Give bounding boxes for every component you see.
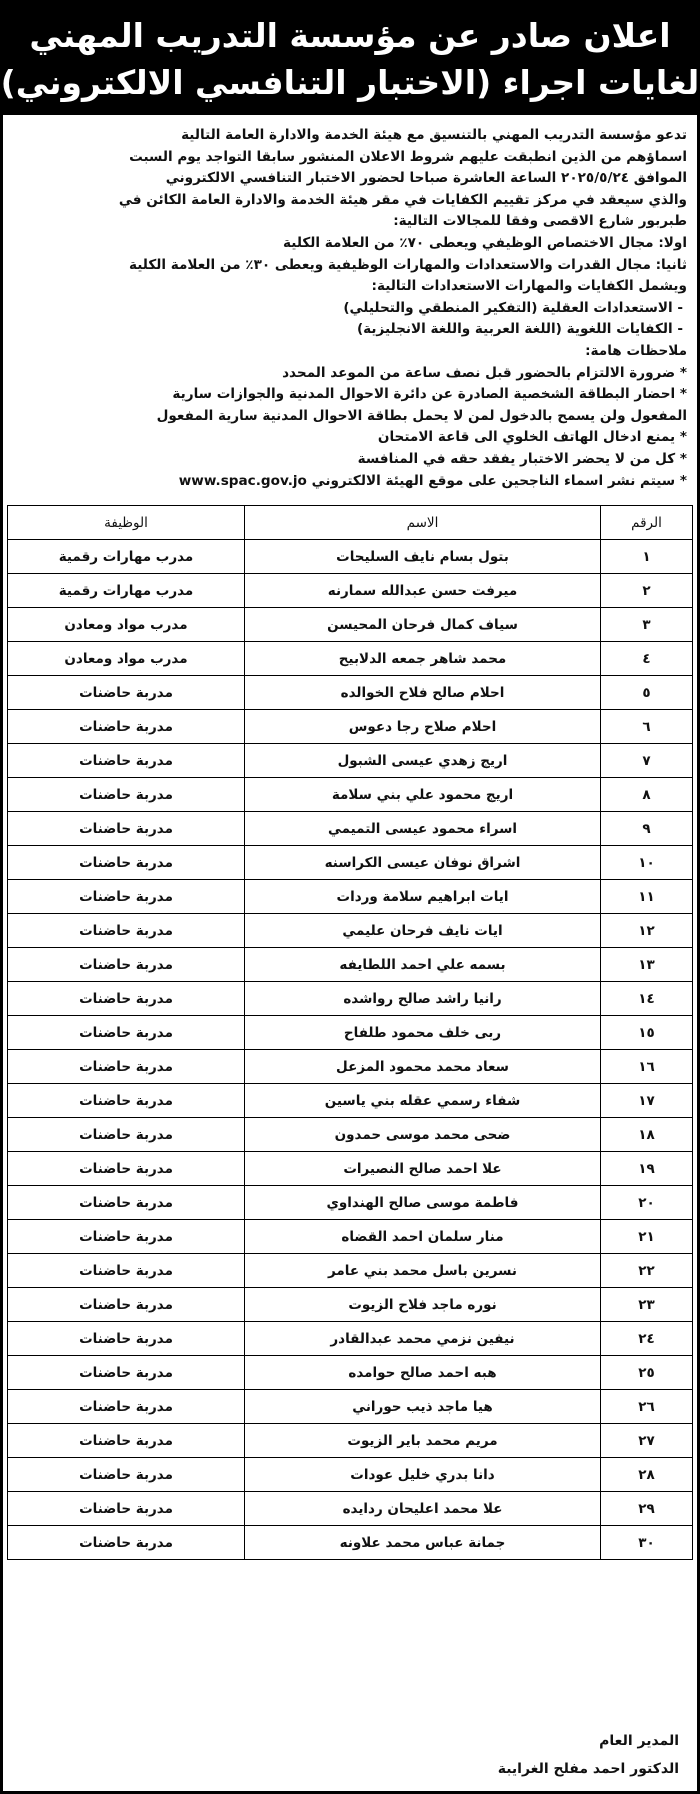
table-row bbox=[8, 1322, 693, 1356]
table-row bbox=[8, 1152, 693, 1186]
candidate-name: اريج محمود علي بني سلامة bbox=[245, 778, 601, 812]
table-row bbox=[8, 982, 693, 1016]
candidate-name: شفاء رسمي عقله بني ياسين bbox=[245, 1084, 601, 1118]
table-row bbox=[8, 676, 693, 710]
table-header-row bbox=[8, 506, 693, 540]
candidate-job: مدربة حاضنات bbox=[8, 846, 245, 880]
table-row bbox=[8, 1050, 693, 1084]
table-row bbox=[8, 1254, 693, 1288]
candidate-name: اريج زهدي عيسى الشبول bbox=[245, 744, 601, 778]
signature-block bbox=[498, 1727, 679, 1783]
candidate-name: اسراء محمود عيسى التميمي bbox=[245, 812, 601, 846]
intro-line: والذي سيعقد في مركز تقييم الكفايات في مقر هيئة الخدمة والادارة العامة الكائن في bbox=[118, 191, 687, 208]
row-number: ١٧ bbox=[601, 1084, 693, 1118]
table-row bbox=[8, 1220, 693, 1254]
candidate-job: مدربة حاضنات bbox=[8, 1288, 245, 1322]
notes-title: ملاحظات هامة: bbox=[585, 342, 687, 359]
table-row bbox=[8, 1084, 693, 1118]
table-row bbox=[8, 540, 693, 574]
row-number: ٢٢ bbox=[601, 1254, 693, 1288]
note-item: * كل من لا يحضر الاختبار يفقد حقه في المنافسة bbox=[357, 450, 687, 467]
table-row bbox=[8, 710, 693, 744]
candidate-job: مدربة حاضنات bbox=[8, 880, 245, 914]
table-row bbox=[8, 948, 693, 982]
row-number: ١ bbox=[601, 540, 693, 574]
candidate-job: مدربة حاضنات bbox=[8, 1220, 245, 1254]
table-row bbox=[8, 1016, 693, 1050]
table-row bbox=[8, 778, 693, 812]
candidate-job: مدربة حاضنات bbox=[8, 1526, 245, 1560]
intro-line: طبربور شارع الاقصى وفقا للمجالات التالية: bbox=[393, 213, 687, 230]
table-row bbox=[8, 1118, 693, 1152]
candidate-name: علا محمد اعليحان ردايده bbox=[245, 1492, 601, 1526]
domain-second-cont: ويشمل الكفايات والمهارات الاستعدادات التالية: bbox=[371, 278, 687, 295]
table-row bbox=[8, 642, 693, 676]
note-item: المفعول ولن يسمح بالدخول لمن لا يحمل بطاقة الاحوال المدنية سارية المفعول bbox=[156, 407, 687, 424]
header-title-line-2: لغايات اجراء (الاختبار التنافسي الالكتروني) bbox=[0, 63, 700, 102]
note-item: * ضرورة الالتزام بالحضور قبل نصف ساعة من الموعد المحدد bbox=[282, 364, 687, 381]
row-number: ٢٥ bbox=[601, 1356, 693, 1390]
intro-line: الموافق ٢٠٢٥/٥/٢٤ الساعة العاشرة صباحا لحضور الاختبار التنافسي الالكتروني bbox=[165, 170, 687, 187]
table-row bbox=[8, 608, 693, 642]
table-row bbox=[8, 812, 693, 846]
domain-second: ثانيا: مجال القدرات والاستعدادات والمهارات الوظيفية ويعطى ٣٠٪ من العلامة الكلية bbox=[129, 256, 687, 273]
row-number: ٦ bbox=[601, 710, 693, 744]
header-title-line-1: اعلان صادر عن مؤسسة التدريب المهني bbox=[29, 16, 671, 55]
column-header-job: الوظيفة bbox=[8, 506, 245, 540]
candidate-name: اشراق نوفان عيسى الكراسنه bbox=[245, 846, 601, 880]
row-number: ٨ bbox=[601, 778, 693, 812]
candidate-name: محمد شاهر جمعه الدلابيح bbox=[245, 642, 601, 676]
table-row bbox=[8, 914, 693, 948]
row-number: ١٤ bbox=[601, 982, 693, 1016]
candidate-job: مدرب مواد ومعادن bbox=[8, 642, 245, 676]
row-number: ٩ bbox=[601, 812, 693, 846]
column-header-name: الاسم bbox=[245, 506, 601, 540]
candidate-name: نسرين باسل محمد بني عامر bbox=[245, 1254, 601, 1288]
signatory-name: الدكتور احمد مفلح الغرايبة bbox=[497, 1761, 679, 1777]
candidate-name: بتول بسام نايف السليحات bbox=[245, 540, 601, 574]
candidate-name: نيفين نزمي محمد عبدالقادر bbox=[245, 1322, 601, 1356]
candidate-job: مدربة حاضنات bbox=[8, 1356, 245, 1390]
table-row bbox=[8, 880, 693, 914]
candidate-job: مدرب مواد ومعادن bbox=[8, 608, 245, 642]
candidate-name: ضحى محمد موسى حمدون bbox=[245, 1118, 601, 1152]
candidate-name: سياف كمال فرحان المحيسن bbox=[245, 608, 601, 642]
candidate-job: مدربة حاضنات bbox=[8, 948, 245, 982]
row-number: ١٦ bbox=[601, 1050, 693, 1084]
row-number: ٢٠ bbox=[601, 1186, 693, 1220]
candidate-name: ميرفت حسن عبدالله سمارنه bbox=[245, 574, 601, 608]
candidate-name: دانا بدري خليل عودات bbox=[245, 1458, 601, 1492]
row-number: ٢٩ bbox=[601, 1492, 693, 1526]
candidate-job: مدربة حاضنات bbox=[8, 1084, 245, 1118]
signatory-title: المدير العام bbox=[599, 1733, 679, 1749]
candidate-name: ايات نايف فرحان عليمي bbox=[245, 914, 601, 948]
table-row bbox=[8, 1356, 693, 1390]
table-row bbox=[8, 1186, 693, 1220]
table-row bbox=[8, 1288, 693, 1322]
candidate-job: مدربة حاضنات bbox=[8, 1186, 245, 1220]
candidate-name: سعاد محمد محمود المزعل bbox=[245, 1050, 601, 1084]
announcement-header bbox=[0, 3, 700, 115]
row-number: ١٣ bbox=[601, 948, 693, 982]
candidate-name: رانيا راشد صالح رواشده bbox=[245, 982, 601, 1016]
candidate-name: ربى خلف محمود طلفاح bbox=[245, 1016, 601, 1050]
candidate-job: مدربة حاضنات bbox=[8, 1016, 245, 1050]
candidate-name: جمانة عباس محمد علاونه bbox=[245, 1526, 601, 1560]
candidate-job: مدربة حاضنات bbox=[8, 744, 245, 778]
row-number: ٢٨ bbox=[601, 1458, 693, 1492]
candidate-job: مدربة حاضنات bbox=[8, 812, 245, 846]
row-number: ٢٤ bbox=[601, 1322, 693, 1356]
candidate-name: ايات ابراهيم سلامة وردات bbox=[245, 880, 601, 914]
candidate-name: علا احمد صالح النصيرات bbox=[245, 1152, 601, 1186]
row-number: ٢٧ bbox=[601, 1424, 693, 1458]
row-number: ٧ bbox=[601, 744, 693, 778]
candidate-job: مدربة حاضنات bbox=[8, 1322, 245, 1356]
row-number: ٣٠ bbox=[601, 1526, 693, 1560]
row-number: ٢١ bbox=[601, 1220, 693, 1254]
table-body bbox=[8, 540, 693, 1560]
row-number: ١٢ bbox=[601, 914, 693, 948]
candidate-job: مدرب مهارات رقمية bbox=[8, 540, 245, 574]
candidate-name: احلام صلاح رجا دعوس bbox=[245, 710, 601, 744]
table-row bbox=[8, 1492, 693, 1526]
website-link[interactable]: www.spac.gov.jo bbox=[178, 472, 307, 489]
aptitude-item: - الاستعدادات العقلية (التفكير المنطقي والتحليلي) bbox=[343, 299, 683, 316]
row-number: ١٩ bbox=[601, 1152, 693, 1186]
row-number: ٤ bbox=[601, 642, 693, 676]
candidate-job: مدربة حاضنات bbox=[8, 982, 245, 1016]
domain-first: اولا: مجال الاختصاص الوظيفي ويعطى ٧٠٪ من العلامة الكلية bbox=[283, 234, 687, 251]
row-number: ١١ bbox=[601, 880, 693, 914]
table-row bbox=[8, 1390, 693, 1424]
candidate-job: مدربة حاضنات bbox=[8, 676, 245, 710]
candidate-job: مدربة حاضنات bbox=[8, 1390, 245, 1424]
candidate-job: مدربة حاضنات bbox=[8, 1050, 245, 1084]
row-number: ١٠ bbox=[601, 846, 693, 880]
intro-line: اسماؤهم من الذين انطبقت عليهم شروط الاعلان المنشور سابقا التواجد يوم السبت bbox=[129, 148, 687, 165]
candidates-table bbox=[7, 505, 693, 1560]
intro-line: تدعو مؤسسة التدريب المهني بالتنسيق مع هيئة الخدمة والادارة العامة التالية bbox=[181, 127, 687, 143]
candidate-job: مدرب مهارات رقمية bbox=[8, 574, 245, 608]
table-row bbox=[8, 846, 693, 880]
table-row bbox=[8, 1424, 693, 1458]
candidate-job: مدربة حاضنات bbox=[8, 710, 245, 744]
row-number: ١٨ bbox=[601, 1118, 693, 1152]
candidate-job: مدربة حاضنات bbox=[8, 1492, 245, 1526]
row-number: ٥ bbox=[601, 676, 693, 710]
note-item bbox=[13, 471, 687, 493]
candidate-name: بسمه علي احمد اللطايفه bbox=[245, 948, 601, 982]
candidate-name: هبه احمد صالح حوامده bbox=[245, 1356, 601, 1390]
candidate-name: احلام صالح فلاح الخوالده bbox=[245, 676, 601, 710]
candidate-job: مدربة حاضنات bbox=[8, 778, 245, 812]
candidate-job: مدربة حاضنات bbox=[8, 1254, 245, 1288]
candidate-name: منار سلمان احمد القضاه bbox=[245, 1220, 601, 1254]
note-item: * يمنع ادخال الهاتف الخلوي الى قاعة الامتحان bbox=[377, 429, 687, 446]
candidate-name: مريم محمد باير الزيوت bbox=[245, 1424, 601, 1458]
candidate-job: مدربة حاضنات bbox=[8, 1118, 245, 1152]
table-row bbox=[8, 1526, 693, 1560]
candidate-name: هيا ماجد ذيب حوراني bbox=[245, 1390, 601, 1424]
row-number: ٢٦ bbox=[601, 1390, 693, 1424]
aptitude-item: - الكفايات اللغوية (اللغة العربية واللغة الانجليزية) bbox=[356, 321, 683, 338]
candidate-job: مدربة حاضنات bbox=[8, 1152, 245, 1186]
table-row bbox=[8, 744, 693, 778]
candidate-job: مدربة حاضنات bbox=[8, 914, 245, 948]
row-number: ٣ bbox=[601, 608, 693, 642]
announcement-body bbox=[3, 115, 697, 492]
candidate-name: فاطمة موسى صالح الهنداوي bbox=[245, 1186, 601, 1220]
candidate-job: مدربة حاضنات bbox=[8, 1424, 245, 1458]
candidate-name: نوره ماجد فلاح الزيوت bbox=[245, 1288, 601, 1322]
row-number: ٢٣ bbox=[601, 1288, 693, 1322]
table-row bbox=[8, 574, 693, 608]
candidate-job: مدربة حاضنات bbox=[8, 1458, 245, 1492]
note-item: * احضار البطاقة الشخصية الصادرة عن دائرة الاحوال المدنية والجوازات سارية bbox=[172, 386, 687, 403]
row-number: ٢ bbox=[601, 574, 693, 608]
table-row bbox=[8, 1458, 693, 1492]
row-number: ١٥ bbox=[601, 1016, 693, 1050]
column-header-number: الرقم bbox=[601, 506, 693, 540]
note-text: * سيتم نشر اسماء الناجحين على موقع الهيئة الالكتروني bbox=[311, 472, 687, 489]
